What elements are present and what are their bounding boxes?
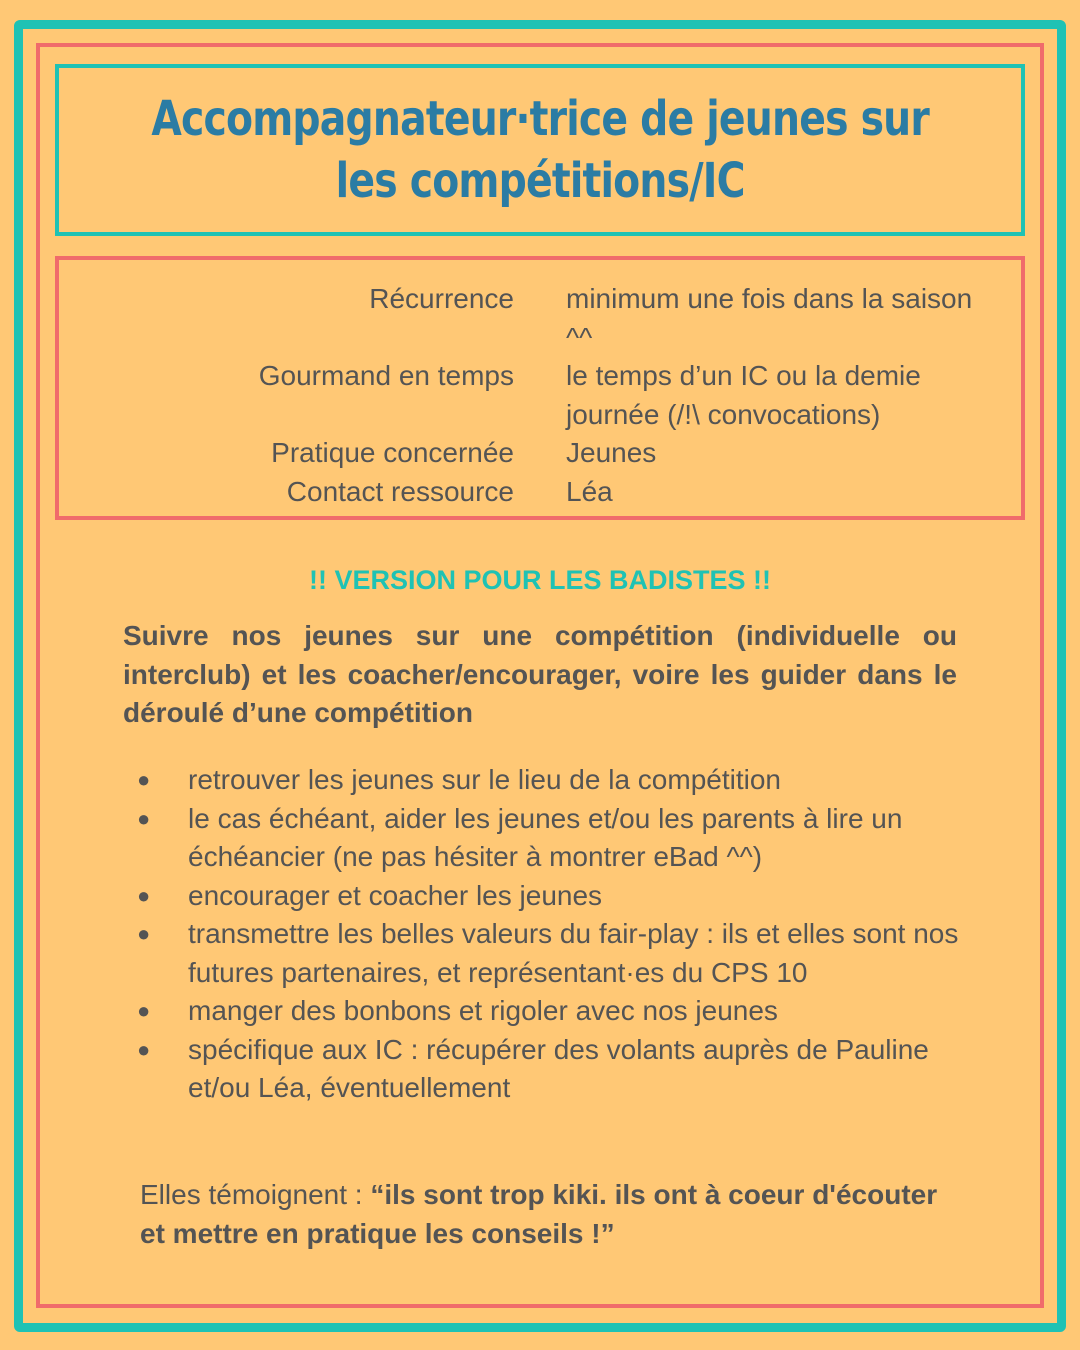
info-value: Léa (566, 475, 613, 507)
bullet-icon: ● (137, 1036, 151, 1062)
list-item (123, 800, 973, 877)
list-item (123, 992, 973, 1031)
info-value: le temps d’un IC ou la demie journée (/!\ convocations) (566, 360, 921, 430)
list-item (123, 761, 973, 800)
info-label: Gourmand en temps (258, 360, 514, 391)
task-list (123, 761, 973, 1108)
title-line-1: Accompagnateur·trice de jeunes sur (151, 91, 929, 147)
info-table (59, 280, 986, 511)
title-line-2: les compétitions/IC (335, 153, 745, 209)
list-item-text: le cas échéant, aider les jeunes et/ou les parents à lire un échéancier (ne pas hésiter à montrer eBad ^^) (188, 802, 903, 872)
bullet-icon: ● (137, 805, 151, 831)
bullet-icon: ● (137, 998, 151, 1023)
info-row-contact (59, 473, 986, 512)
lead-paragraph: Suivre nos jeunes sur une compétition (individuelle ou interclub) et les coacher/encourager, voire les guider dans le déroulé d’une compétition (123, 620, 957, 728)
list-item-text: transmettre les belles valeurs du fair-play : ils et elles sont nos futures partenaires, et représentant·es du CPS 10 (188, 918, 959, 988)
list-item (123, 877, 973, 916)
list-item-text: spécifique aux IC : récupérer des volants auprès de Pauline et/ou Léa, éventuellement (188, 1033, 929, 1103)
info-row-recurrence (59, 280, 986, 357)
info-row-practice (59, 434, 986, 473)
list-item (123, 915, 973, 992)
info-label: Pratique concernée (271, 437, 514, 468)
info-box (55, 256, 1025, 520)
list-item-text: retrouver les jeunes sur le lieu de la compétition (188, 764, 781, 795)
testimony-intro: Elles témoignent : (140, 1179, 371, 1210)
testimony (140, 1176, 940, 1253)
info-value: Jeunes (566, 437, 657, 468)
list-item (123, 1031, 973, 1108)
list-item-text: encourager et coacher les jeunes (188, 879, 603, 911)
page-title (151, 88, 929, 212)
bullet-icon: ● (137, 767, 151, 792)
info-label: Récurrence (369, 283, 514, 314)
list-item-text: manger des bonbons et rigoler avec nos jeunes (188, 995, 778, 1026)
title-box (55, 64, 1025, 236)
info-value: minimum une fois dans la saison ^^ (566, 283, 973, 353)
version-banner: !! VERSION POUR LES BADISTES !! (308, 565, 772, 595)
info-row-time (59, 357, 986, 434)
bullet-icon: ● (137, 882, 151, 908)
info-label: Contact ressource (286, 475, 514, 507)
bullet-icon: ● (137, 921, 151, 946)
testimony-quote: “ils sont trop kiki. ils ont à coeur d'écouter et mettre en pratique les conseils !” (140, 1179, 938, 1249)
